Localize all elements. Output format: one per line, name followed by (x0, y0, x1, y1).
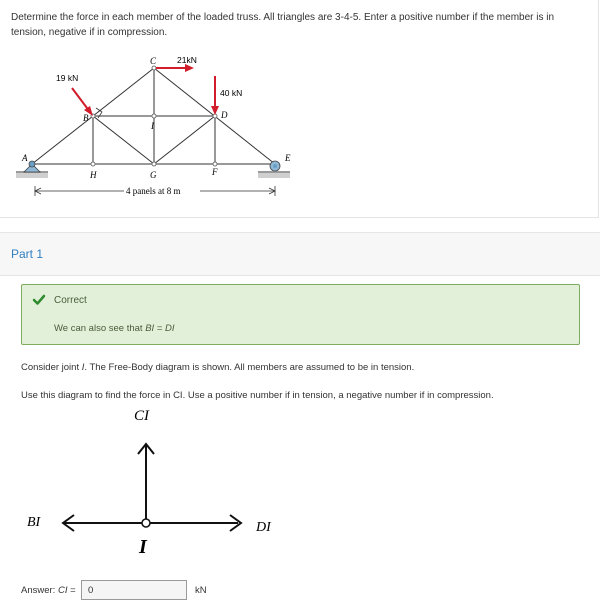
instruction-task: Use this diagram to find the force in CI. Use a positive number if in tension, a negative number if in compression. (21, 390, 494, 401)
load-label-D: 40 kN (220, 88, 243, 98)
label-F: F (212, 167, 218, 177)
dimension-label: 4 panels at 8 m (126, 186, 181, 196)
label-D: D (221, 110, 228, 120)
part-title[interactable]: Part 1 (11, 247, 44, 261)
correct-status: Correct (54, 295, 87, 306)
part-header[interactable] (0, 232, 600, 276)
joint-circle (142, 519, 150, 527)
label-E: E (285, 153, 291, 163)
free-body-diagram (20, 402, 300, 562)
load-arrow-B (72, 88, 93, 116)
load-label-B: 19 kN (56, 73, 79, 83)
correct-feedback (21, 284, 580, 345)
fbd-arrows (63, 444, 241, 531)
load-arrow-D (211, 76, 219, 115)
label-G: G (150, 170, 157, 180)
label-C: C (150, 56, 157, 66)
label-A: A (22, 153, 28, 163)
label-I: I (151, 121, 154, 131)
label-H: H (90, 170, 97, 180)
load-arrow-C (156, 64, 194, 72)
load-label-C: 21kN (177, 55, 197, 65)
instruction-joint: Consider joint I. The Free-Body diagram is shown. All members are assumed to be in tension. (21, 362, 415, 373)
correct-message: We can also see that BI = DI (54, 323, 175, 334)
label-B: B (83, 113, 89, 123)
member-GD (154, 116, 215, 164)
answer-label: Answer: CI = (21, 585, 76, 596)
answer-row (21, 580, 321, 602)
fbd-label-right: DI (256, 520, 271, 535)
answer-unit: kN (195, 585, 207, 596)
truss-figure (10, 50, 305, 210)
fbd-label-left: BI (27, 515, 41, 530)
problem-card (0, 0, 599, 218)
member-BG (93, 116, 154, 164)
fbd-label-joint: I (139, 536, 147, 558)
problem-statement: Determine the force in each member of the loaded truss. All triangles are 3-4-5. Enter a positive number if the member is in tension, negative if in compression. (11, 12, 555, 38)
answer-input[interactable] (81, 580, 187, 600)
checkmark-icon (32, 293, 46, 307)
support-E (270, 161, 280, 171)
fbd-label-top: CI (134, 408, 149, 424)
ground-right (258, 171, 290, 178)
